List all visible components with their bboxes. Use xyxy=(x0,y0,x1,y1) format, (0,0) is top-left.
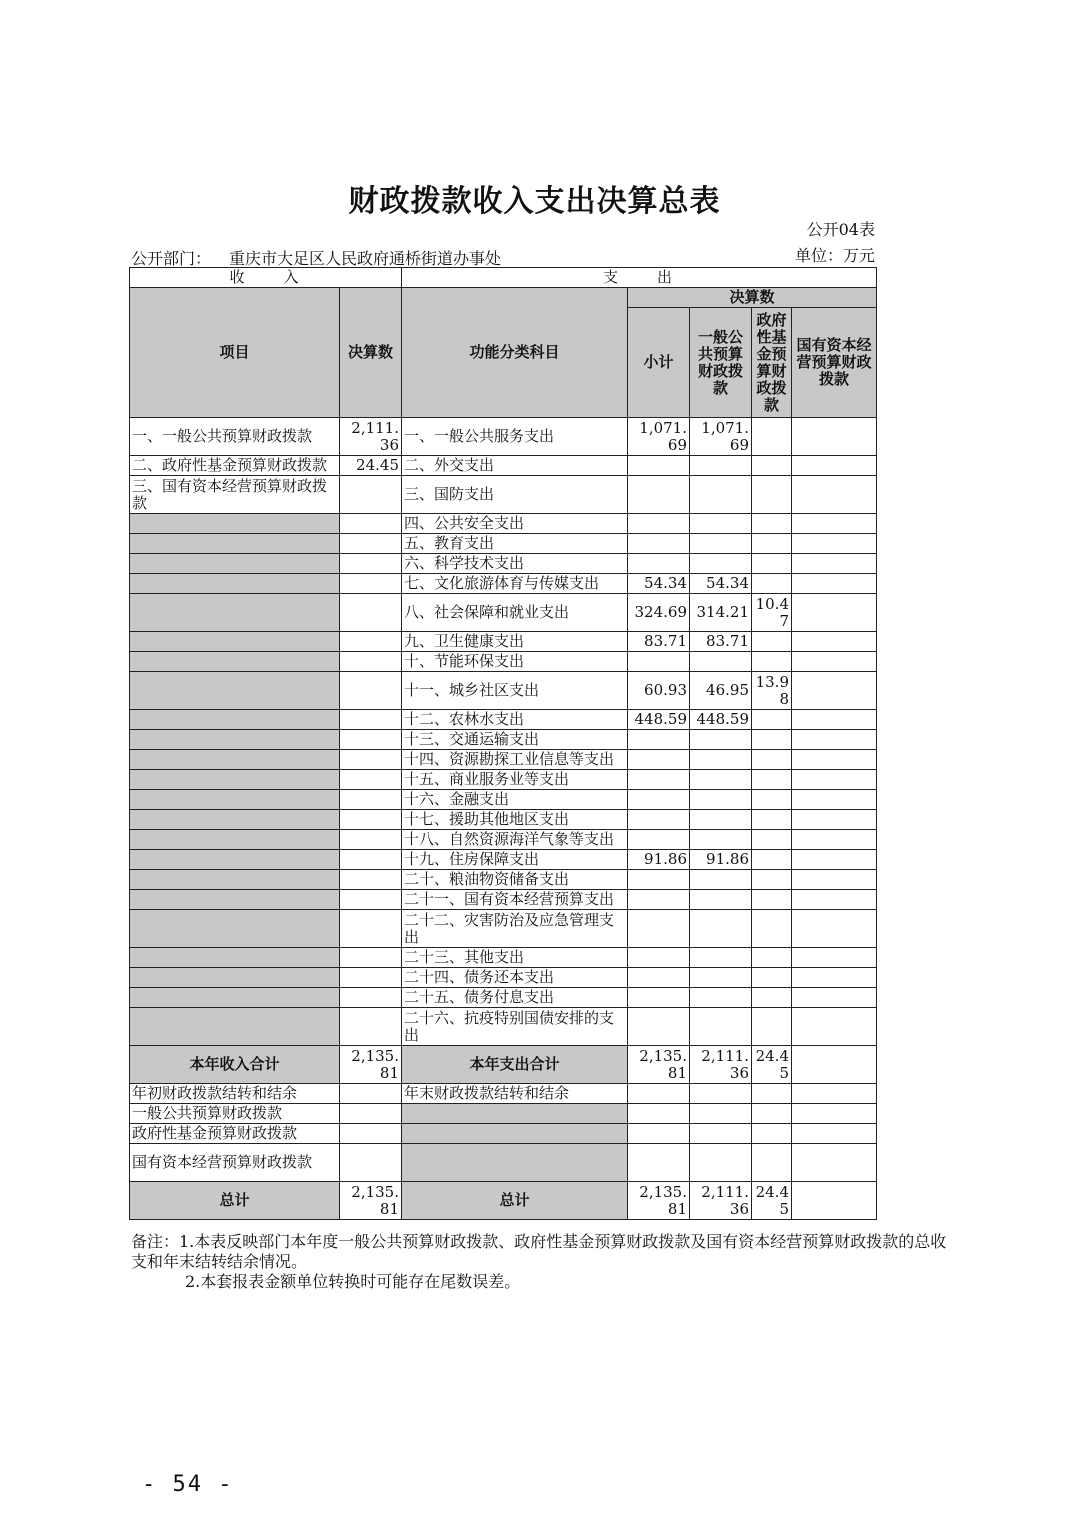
income-item-label: 三、国有资本经营预算财政拨款 xyxy=(130,476,340,514)
income-empty-cell xyxy=(130,554,340,574)
income-empty-cell xyxy=(130,948,340,968)
income-empty-cell xyxy=(130,632,340,652)
carryover-expense-value xyxy=(628,1084,690,1104)
income-empty-cell xyxy=(130,870,340,890)
expense-general-value xyxy=(690,514,752,534)
table-row xyxy=(130,476,877,514)
table-row xyxy=(130,418,877,456)
income-empty-value xyxy=(340,948,402,968)
expense-fund-value xyxy=(752,870,792,890)
carryover-expense-value xyxy=(628,1104,690,1124)
expense-general-value xyxy=(690,652,752,672)
expense-state-value xyxy=(792,418,877,456)
expense-state-value xyxy=(792,910,877,948)
carryover-income-label: 国有资本经营预算财政拨款 xyxy=(130,1144,340,1182)
expense-state-value xyxy=(792,870,877,890)
expense-fund-value xyxy=(752,988,792,1008)
carryover-expense-value xyxy=(792,1124,877,1144)
expense-state-value xyxy=(792,710,877,730)
expense-subtotal-value xyxy=(628,476,690,514)
carryover-expense-value xyxy=(628,1124,690,1144)
expense-general-value xyxy=(690,890,752,910)
carryover-row xyxy=(130,1144,877,1182)
expense-subtotal-value: 54.34 xyxy=(628,574,690,594)
carryover-row xyxy=(130,1124,877,1144)
table-row xyxy=(130,850,877,870)
income-empty-value xyxy=(340,790,402,810)
expense-fund-value xyxy=(752,652,792,672)
carryover-expense-value xyxy=(628,1144,690,1182)
expense-subtotal-value: 91.86 xyxy=(628,850,690,870)
expense-state-value xyxy=(792,988,877,1008)
expense-subtotal-value xyxy=(628,830,690,850)
expense-fund-value xyxy=(752,514,792,534)
expense-total-general: 2,111.36 xyxy=(690,1046,752,1084)
income-total-value: 2,135.81 xyxy=(340,1046,402,1084)
table-row xyxy=(130,810,877,830)
department-name: 重庆市大足区人民政府通桥街道办事处 xyxy=(229,249,502,268)
expense-subtotal-value xyxy=(628,770,690,790)
expense-subtotal-value xyxy=(628,730,690,750)
expense-fund-value xyxy=(752,1008,792,1046)
table-row xyxy=(130,632,877,652)
expense-general-value xyxy=(690,830,752,850)
expense-subtotal-value: 60.93 xyxy=(628,672,690,710)
expense-item-label: 二十一、国有资本经营预算支出 xyxy=(402,890,628,910)
expense-state-value xyxy=(792,790,877,810)
income-empty-value xyxy=(340,514,402,534)
expense-state-value xyxy=(792,948,877,968)
expense-fund-value xyxy=(752,850,792,870)
expense-state-value xyxy=(792,890,877,910)
income-empty-cell xyxy=(130,672,340,710)
income-item-value: 24.45 xyxy=(340,456,402,476)
expense-subtotal-value: 448.59 xyxy=(628,710,690,730)
expense-item-label: 十一、城乡社区支出 xyxy=(402,672,628,710)
expense-state-value xyxy=(792,476,877,514)
expense-fund-value xyxy=(752,534,792,554)
income-empty-value xyxy=(340,810,402,830)
income-empty-cell xyxy=(130,574,340,594)
carryover-expense-value xyxy=(690,1084,752,1104)
income-empty-cell xyxy=(130,968,340,988)
carryover-income-value xyxy=(340,1144,402,1182)
expense-fund-value xyxy=(752,830,792,850)
expense-item-label: 四、公共安全支出 xyxy=(402,514,628,534)
expense-fund-value xyxy=(752,810,792,830)
expense-general-value xyxy=(690,534,752,554)
expense-state-value xyxy=(792,574,877,594)
expense-subtotal-value: 324.69 xyxy=(628,594,690,632)
expense-state-value xyxy=(792,830,877,850)
carryover-income-label: 一般公共预算财政拨款 xyxy=(130,1104,340,1124)
carryover-expense-value xyxy=(792,1104,877,1124)
table-row xyxy=(130,514,877,534)
expense-fund-value xyxy=(752,750,792,770)
income-empty-value xyxy=(340,770,402,790)
expense-fund-value xyxy=(752,968,792,988)
carryover-expense-value xyxy=(690,1124,752,1144)
expense-item-label: 二十四、债务还本支出 xyxy=(402,968,628,988)
carryover-expense-value xyxy=(752,1144,792,1182)
expense-total-label: 本年支出合计 xyxy=(402,1046,628,1084)
expense-general-value xyxy=(690,870,752,890)
expense-fund-value xyxy=(752,948,792,968)
grand-total-fund: 24.45 xyxy=(752,1182,792,1220)
expense-general-value xyxy=(690,988,752,1008)
general-budget-header: 一般公共预算财政拨款 xyxy=(690,308,752,418)
expense-total-fund: 24.45 xyxy=(752,1046,792,1084)
carryover-income-value xyxy=(340,1084,402,1104)
expense-state-value xyxy=(792,750,877,770)
expense-fund-value xyxy=(752,418,792,456)
expense-subtotal-value xyxy=(628,988,690,1008)
expense-subtotal-value xyxy=(628,750,690,770)
expense-total-state xyxy=(792,1046,877,1084)
table-row xyxy=(130,770,877,790)
expense-item-label: 八、社会保障和就业支出 xyxy=(402,594,628,632)
expense-subtotal-value xyxy=(628,554,690,574)
grand-total-general: 2,111.36 xyxy=(690,1182,752,1220)
income-empty-value xyxy=(340,574,402,594)
income-empty-cell xyxy=(130,514,340,534)
department-line xyxy=(131,246,501,269)
expense-state-value xyxy=(792,632,877,652)
department-label: 公开部门： xyxy=(131,249,212,268)
income-empty-value xyxy=(340,554,402,574)
income-empty-value xyxy=(340,968,402,988)
carryover-row xyxy=(130,1084,877,1104)
expense-general-value: 314.21 xyxy=(690,594,752,632)
income-empty-value xyxy=(340,594,402,632)
table-row xyxy=(130,968,877,988)
section-header-row xyxy=(130,268,877,288)
income-empty-cell xyxy=(130,910,340,948)
income-empty-value xyxy=(340,988,402,1008)
expense-item-label: 十三、交通运输支出 xyxy=(402,730,628,750)
final-group-header: 决算数 xyxy=(628,288,877,308)
expense-state-value xyxy=(792,770,877,790)
income-empty-cell xyxy=(130,534,340,554)
income-empty-cell xyxy=(130,770,340,790)
carryover-expense-value xyxy=(690,1104,752,1124)
expense-item-label: 十八、自然资源海洋气象等支出 xyxy=(402,830,628,850)
unit-label: 单位：万元 xyxy=(794,246,875,265)
expense-state-value xyxy=(792,968,877,988)
expense-fund-value xyxy=(752,476,792,514)
form-code: 公开04表 xyxy=(806,220,875,239)
func-subject-header: 功能分类科目 xyxy=(402,288,628,418)
income-item-label: 二、政府性基金预算财政拨款 xyxy=(130,456,340,476)
expense-state-value xyxy=(792,730,877,750)
page-title: 财政拨款收入支出决算总表 xyxy=(348,184,721,219)
income-item-value xyxy=(340,476,402,514)
expense-state-value xyxy=(792,456,877,476)
table-row xyxy=(130,1008,877,1046)
expense-item-label: 三、国防支出 xyxy=(402,476,628,514)
expense-subtotal-value xyxy=(628,456,690,476)
expense-state-value xyxy=(792,1008,877,1046)
expense-item-label: 十、节能环保支出 xyxy=(402,652,628,672)
expense-state-value xyxy=(792,810,877,830)
expense-subtotal-value xyxy=(628,534,690,554)
item-header: 项目 xyxy=(130,288,340,418)
expense-subtotal-value xyxy=(628,890,690,910)
expense-general-value xyxy=(690,910,752,948)
grand-total-expense-label: 总计 xyxy=(402,1182,628,1220)
income-empty-value xyxy=(340,652,402,672)
expense-general-value xyxy=(690,476,752,514)
grand-total-row xyxy=(130,1182,877,1220)
expense-fund-value xyxy=(752,890,792,910)
expense-item-label: 十九、住房保障支出 xyxy=(402,850,628,870)
expense-item-label: 六、科学技术支出 xyxy=(402,554,628,574)
expense-item-label: 十七、援助其他地区支出 xyxy=(402,810,628,830)
column-header-row-1 xyxy=(130,288,877,308)
table-row xyxy=(130,890,877,910)
table-row xyxy=(130,988,877,1008)
income-empty-cell xyxy=(130,1008,340,1046)
carryover-income-value xyxy=(340,1104,402,1124)
expense-subtotal-value xyxy=(628,810,690,830)
expense-item-label: 二十六、抗疫特别国债安排的支出 xyxy=(402,1008,628,1046)
expense-subtotal-value xyxy=(628,790,690,810)
grand-total-income-label: 总计 xyxy=(130,1182,340,1220)
table-row xyxy=(130,534,877,554)
expense-item-label: 十五、商业服务业等支出 xyxy=(402,770,628,790)
expense-item-label: 二十五、债务付息支出 xyxy=(402,988,628,1008)
income-empty-value xyxy=(340,910,402,948)
expense-total-subtotal: 2,135.81 xyxy=(628,1046,690,1084)
expense-item-label: 一、一般公共服务支出 xyxy=(402,418,628,456)
carryover-income-label: 年初财政拨款结转和结余 xyxy=(130,1084,340,1104)
table-row xyxy=(130,730,877,750)
carryover-income-label: 政府性基金预算财政拨款 xyxy=(130,1124,340,1144)
expense-state-value xyxy=(792,850,877,870)
expense-fund-value: 13.98 xyxy=(752,672,792,710)
income-empty-value xyxy=(340,890,402,910)
year-total-row xyxy=(130,1046,877,1084)
expense-general-value: 54.34 xyxy=(690,574,752,594)
expense-general-value: 1,071.69 xyxy=(690,418,752,456)
income-empty-value xyxy=(340,632,402,652)
income-empty-value xyxy=(340,750,402,770)
expense-item-label: 二十、粮油物资储备支出 xyxy=(402,870,628,890)
table-row xyxy=(130,672,877,710)
income-empty-cell xyxy=(130,790,340,810)
income-empty-cell xyxy=(130,594,340,632)
table-row xyxy=(130,750,877,770)
income-item-value: 2,111.36 xyxy=(340,418,402,456)
page-number: - 54 - xyxy=(142,1472,234,1497)
subtotal-header: 小计 xyxy=(628,308,690,418)
expense-general-value xyxy=(690,730,752,750)
expense-general-value: 83.71 xyxy=(690,632,752,652)
note-2: 2.本套报表金额单位转换时可能存在尾数误差。 xyxy=(185,1272,521,1291)
expense-fund-value xyxy=(752,910,792,948)
expense-fund-value xyxy=(752,574,792,594)
note-1: 备注：1.本表反映部门本年度一般公共预算财政拨款、政府性基金预算财政拨款及国有资本经营预算财政拨款的总收支和年末结转结余情况。 xyxy=(131,1232,947,1271)
expense-item-label: 十四、资源勘探工业信息等支出 xyxy=(402,750,628,770)
state-capital-header: 国有资本经营预算财政拨款 xyxy=(792,308,877,418)
carryover-expense-value xyxy=(792,1084,877,1104)
expense-subtotal-value xyxy=(628,652,690,672)
income-empty-value xyxy=(340,710,402,730)
expense-subtotal-value xyxy=(628,1008,690,1046)
income-total-label: 本年收入合计 xyxy=(130,1046,340,1084)
grand-total-subtotal: 2,135.81 xyxy=(628,1182,690,1220)
expense-general-value xyxy=(690,948,752,968)
expense-item-label: 十二、农林水支出 xyxy=(402,710,628,730)
carryover-expense-value xyxy=(792,1144,877,1182)
income-empty-value xyxy=(340,534,402,554)
expense-state-value xyxy=(792,554,877,574)
table-row xyxy=(130,652,877,672)
income-section-header: 收 入 xyxy=(130,268,402,288)
expense-item-label: 五、教育支出 xyxy=(402,534,628,554)
income-empty-cell xyxy=(130,730,340,750)
expense-fund-value xyxy=(752,770,792,790)
expense-state-value xyxy=(792,514,877,534)
table-row xyxy=(130,710,877,730)
table-row xyxy=(130,830,877,850)
expense-item-label: 二、外交支出 xyxy=(402,456,628,476)
expense-general-value: 46.95 xyxy=(690,672,752,710)
income-empty-cell xyxy=(130,710,340,730)
expense-state-value xyxy=(792,594,877,632)
carryover-expense-value xyxy=(752,1104,792,1124)
expense-general-value: 448.59 xyxy=(690,710,752,730)
income-empty-cell xyxy=(130,850,340,870)
expense-fund-value xyxy=(752,730,792,750)
expense-subtotal-value xyxy=(628,910,690,948)
table-row xyxy=(130,574,877,594)
expense-fund-value xyxy=(752,554,792,574)
expense-general-value: 91.86 xyxy=(690,850,752,870)
expense-item-label: 二十三、其他支出 xyxy=(402,948,628,968)
carryover-income-value xyxy=(340,1124,402,1144)
carryover-expense-label xyxy=(402,1104,628,1124)
expense-subtotal-value xyxy=(628,968,690,988)
amount-header: 决算数 xyxy=(340,288,402,418)
carryover-expense-value xyxy=(752,1084,792,1104)
table-row xyxy=(130,910,877,948)
grand-total-income-value: 2,135.81 xyxy=(340,1182,402,1220)
income-empty-value xyxy=(340,730,402,750)
expense-fund-value xyxy=(752,632,792,652)
expense-item-label: 十六、金融支出 xyxy=(402,790,628,810)
table-row xyxy=(130,594,877,632)
expense-general-value xyxy=(690,790,752,810)
expense-item-label: 二十二、灾害防治及应急管理支出 xyxy=(402,910,628,948)
table-row xyxy=(130,790,877,810)
income-empty-cell xyxy=(130,890,340,910)
expense-fund-value: 10.47 xyxy=(752,594,792,632)
expense-fund-value xyxy=(752,710,792,730)
expense-subtotal-value xyxy=(628,870,690,890)
grand-total-state xyxy=(792,1182,877,1220)
expense-general-value xyxy=(690,456,752,476)
income-empty-value xyxy=(340,830,402,850)
carryover-expense-label xyxy=(402,1124,628,1144)
fund-budget-header: 政府性基金预算财政拨款 xyxy=(752,308,792,418)
expense-item-label: 七、文化旅游体育与传媒支出 xyxy=(402,574,628,594)
carryover-expense-value xyxy=(690,1144,752,1182)
expense-general-value xyxy=(690,968,752,988)
notes xyxy=(131,1232,951,1292)
expense-general-value xyxy=(690,554,752,574)
table-row xyxy=(130,456,877,476)
expense-state-value xyxy=(792,534,877,554)
table-row xyxy=(130,870,877,890)
expense-general-value xyxy=(690,750,752,770)
income-empty-cell xyxy=(130,830,340,850)
expense-state-value xyxy=(792,672,877,710)
carryover-expense-label: 年末财政拨款结转和结余 xyxy=(402,1084,628,1104)
expense-subtotal-value: 1,071.69 xyxy=(628,418,690,456)
carryover-expense-label xyxy=(402,1144,628,1182)
income-empty-value xyxy=(340,672,402,710)
expense-fund-value xyxy=(752,456,792,476)
expense-general-value xyxy=(690,770,752,790)
expense-subtotal-value xyxy=(628,948,690,968)
income-empty-cell xyxy=(130,750,340,770)
table-row xyxy=(130,948,877,968)
income-empty-cell xyxy=(130,652,340,672)
expense-subtotal-value: 83.71 xyxy=(628,632,690,652)
carryover-row xyxy=(130,1104,877,1124)
carryover-expense-value xyxy=(752,1124,792,1144)
income-item-label: 一、一般公共预算财政拨款 xyxy=(130,418,340,456)
expense-section-header: 支 出 xyxy=(402,268,877,288)
expense-fund-value xyxy=(752,790,792,810)
expense-subtotal-value xyxy=(628,514,690,534)
expense-state-value xyxy=(792,652,877,672)
income-empty-value xyxy=(340,850,402,870)
expense-general-value xyxy=(690,1008,752,1046)
expense-item-label: 九、卫生健康支出 xyxy=(402,632,628,652)
final-accounts-table xyxy=(129,267,877,1220)
income-empty-value xyxy=(340,1008,402,1046)
table-row xyxy=(130,554,877,574)
income-empty-cell xyxy=(130,810,340,830)
expense-general-value xyxy=(690,810,752,830)
income-empty-cell xyxy=(130,988,340,1008)
income-empty-value xyxy=(340,870,402,890)
